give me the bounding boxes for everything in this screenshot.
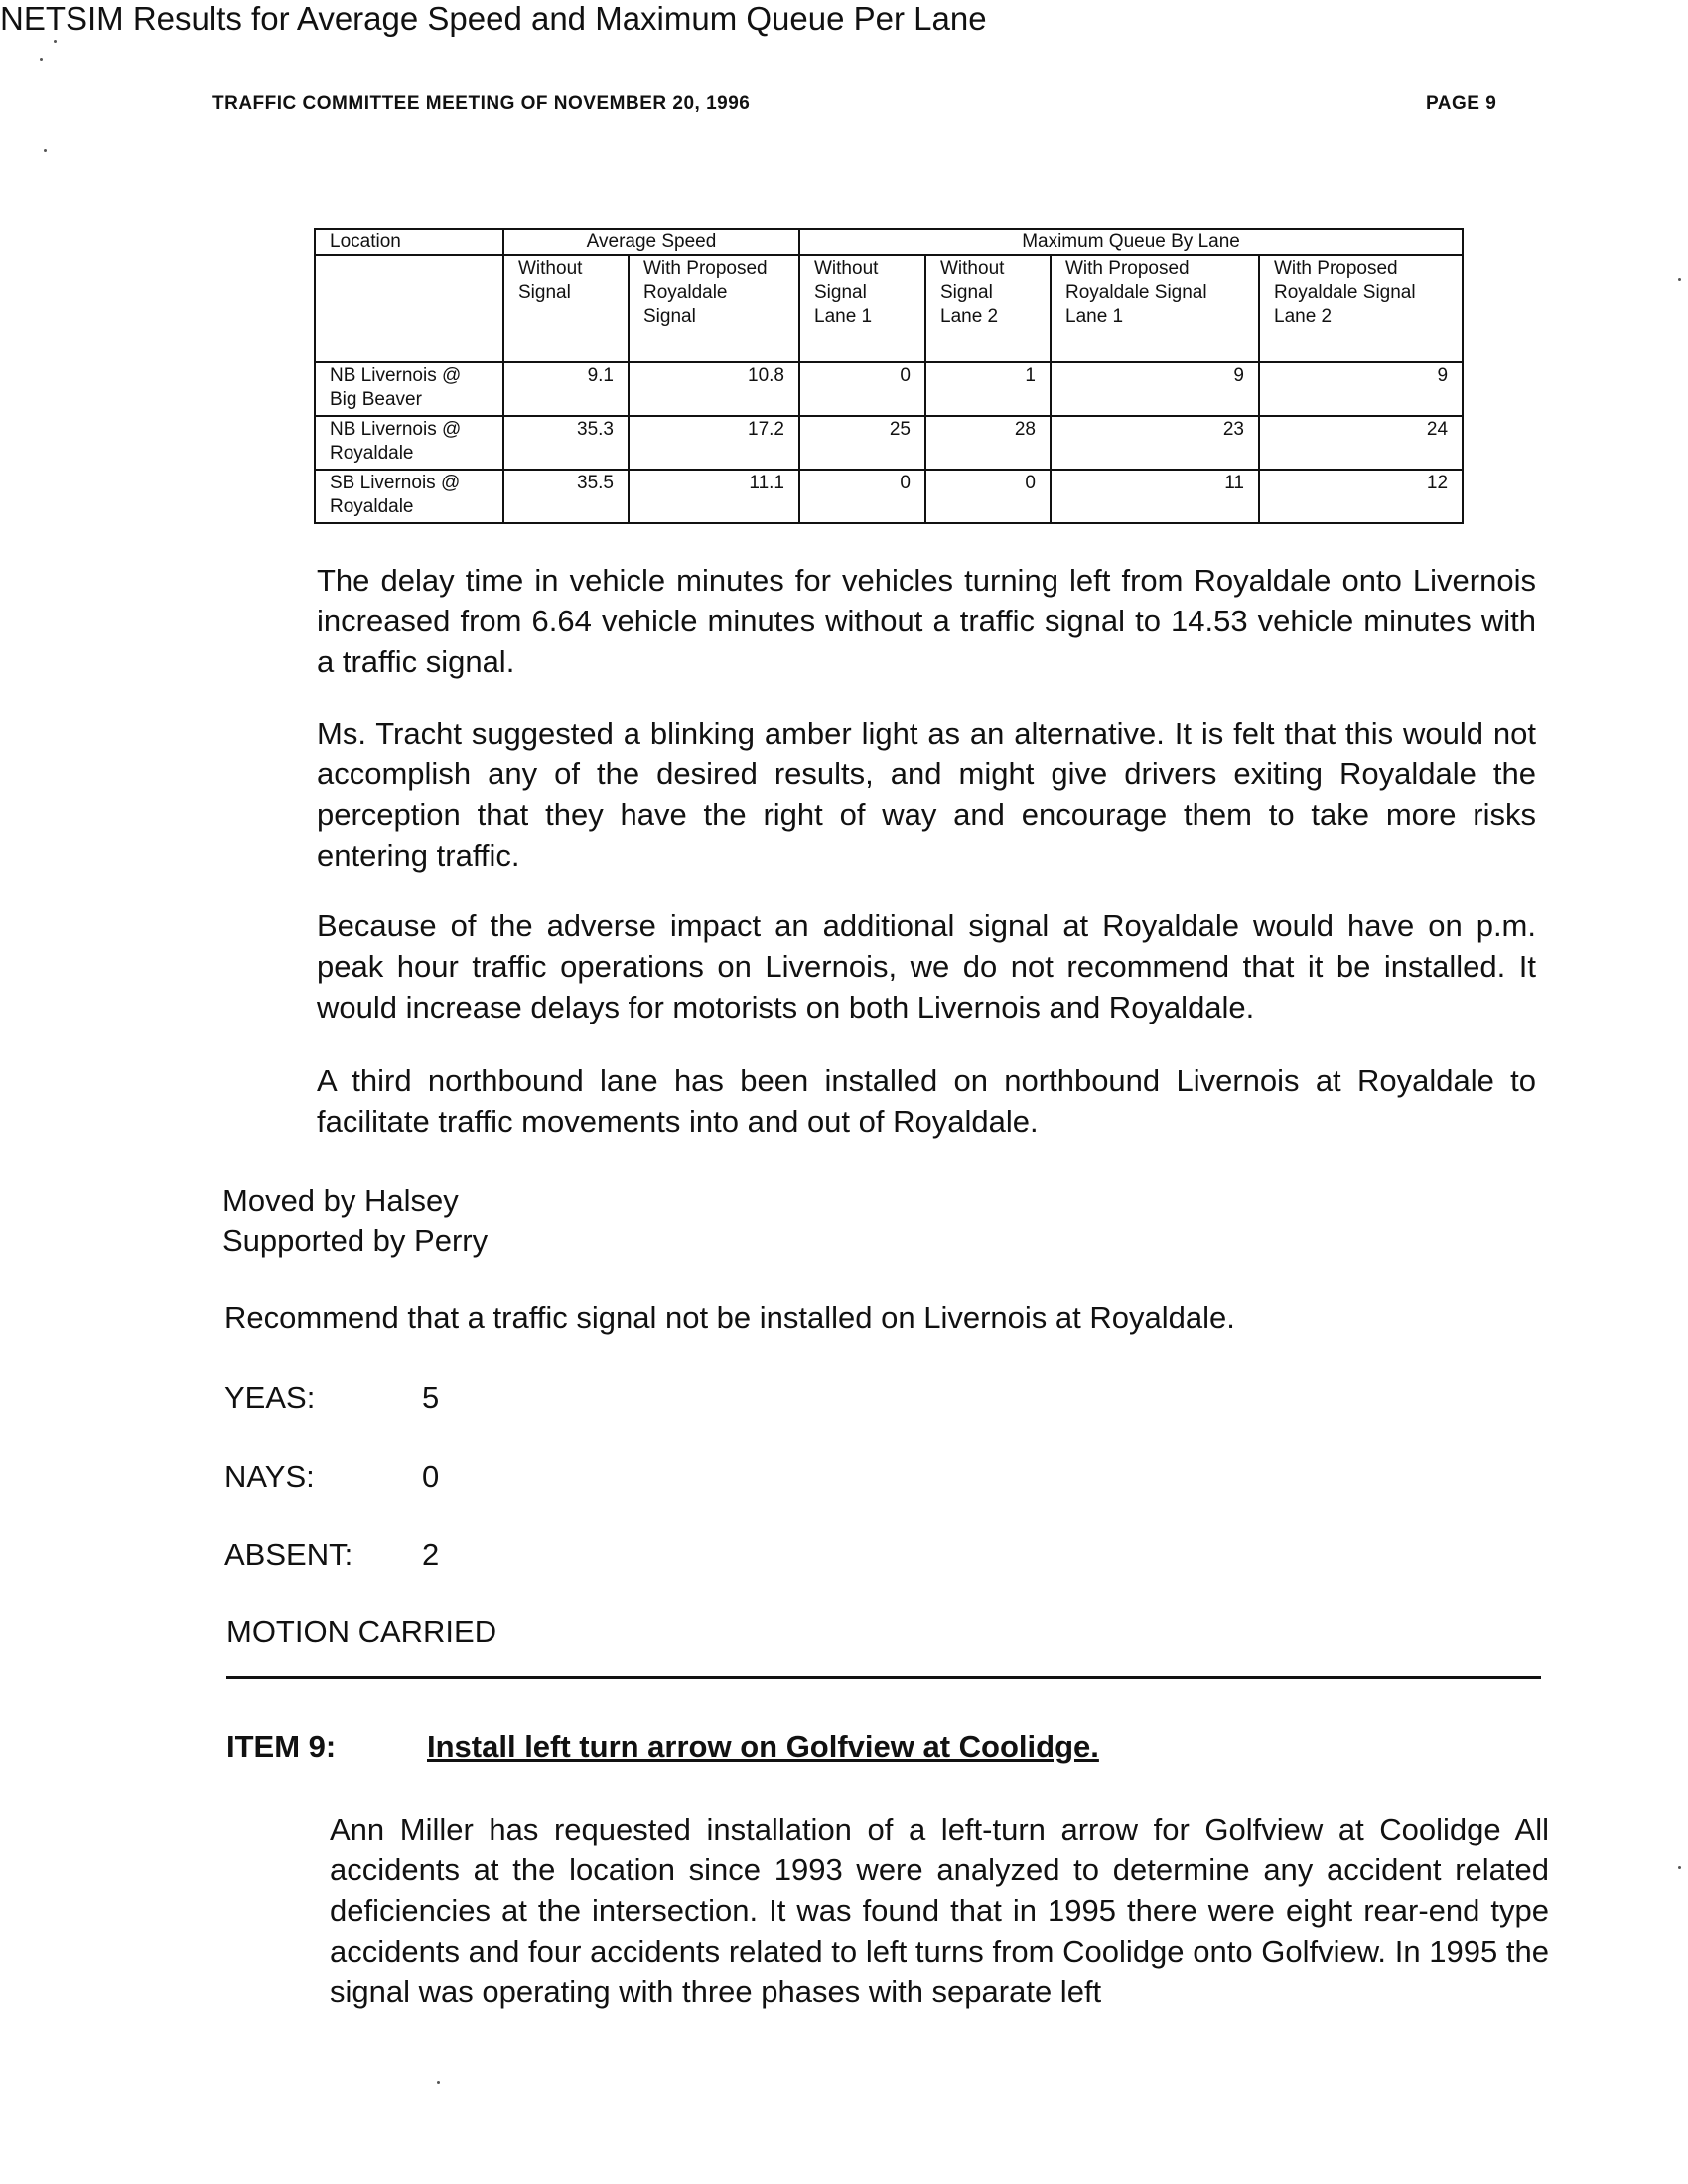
table-cell: 11 — [1051, 470, 1259, 523]
column-header: With Proposed Royaldale Signal — [629, 255, 799, 362]
row-location: NB Livernois @ Royaldale — [315, 416, 503, 470]
table-cell: 24 — [1259, 416, 1463, 470]
vote-label-nays: NAYS: — [224, 1459, 315, 1494]
vote-value-yeas: 5 — [422, 1380, 440, 1415]
page-number: PAGE 9 — [1426, 93, 1497, 114]
header-location: Location — [315, 229, 503, 255]
item-title: Install left turn arrow on Golfview at Coolidge. — [427, 1729, 1099, 1764]
table-cell: 0 — [799, 362, 925, 416]
table-cell: 9.1 — [503, 362, 629, 416]
scan-speck — [54, 40, 57, 43]
header-empty-cell — [315, 255, 503, 362]
table-cell: 11.1 — [629, 470, 799, 523]
table-cell: 10.8 — [629, 362, 799, 416]
column-header: Without Signal Lane 1 — [799, 255, 925, 362]
table-row — [315, 362, 1463, 416]
table-row — [315, 470, 1463, 523]
recommendation: Recommend that a traffic signal not be installed on Livernois at Royaldale. — [224, 1300, 1235, 1335]
table-cell: 28 — [925, 416, 1051, 470]
vote-value-absent: 2 — [422, 1537, 440, 1571]
page-header-title: TRAFFIC COMMITTEE MEETING OF NOVEMBER 20, 1996 — [212, 93, 751, 114]
section-divider — [226, 1676, 1541, 1679]
table-cell: 1 — [925, 362, 1051, 416]
table-cell: 35.5 — [503, 470, 629, 523]
table-cell: 0 — [799, 470, 925, 523]
table-cell: 9 — [1051, 362, 1259, 416]
column-header: Without Signal Lane 2 — [925, 255, 1051, 362]
column-header: Without Signal — [503, 255, 629, 362]
column-header: With Proposed Royaldale Signal Lane 2 — [1259, 255, 1463, 362]
netsim-results-table — [314, 228, 1464, 524]
row-location: SB Livernois @ Royaldale — [315, 470, 503, 523]
paragraph-adverse-impact: Because of the adverse impact an additional signal at Royaldale would have on p.m. peak hour traffic operations on Livernois, we do not recommend that it be installed. It would increase delays for motorists on both Livernois and Royaldale. — [317, 908, 1536, 1024]
moved-by: Moved by Halsey — [222, 1183, 459, 1218]
vote-label-absent: ABSENT: — [224, 1537, 353, 1571]
paragraph-amber-light: Ms. Tracht suggested a blinking amber light as an alternative. It is felt that this would not accomplish any of the desired results, and might give drivers exiting Royaldale the perception that they have the right of way and encourage them to take more risks entering traffic. — [317, 716, 1536, 873]
row-location: NB Livernois @ Big Beaver — [315, 362, 503, 416]
table-cell: 9 — [1259, 362, 1463, 416]
column-header: With Proposed Royaldale Signal Lane 1 — [1051, 255, 1259, 362]
table-subheader-row — [315, 255, 1463, 362]
table-row — [315, 416, 1463, 470]
table-cell: 12 — [1259, 470, 1463, 523]
table-cell: 23 — [1051, 416, 1259, 470]
scan-speck — [1678, 278, 1681, 281]
scan-speck — [44, 149, 47, 152]
paragraph-delay-time: The delay time in vehicle minutes for vehicles turning left from Royaldale onto Livernois increased from 6.64 vehicle minutes without a traffic signal to 14.53 vehicle minutes with a traffic signal. — [317, 563, 1536, 679]
scan-speck — [1678, 1866, 1681, 1869]
table-cell: 17.2 — [629, 416, 799, 470]
table-cell: 35.3 — [503, 416, 629, 470]
header-maximum-queue: Maximum Queue By Lane — [799, 229, 1463, 255]
table-cell: 25 — [799, 416, 925, 470]
supported-by: Supported by Perry — [222, 1223, 489, 1258]
motion-result: MOTION CARRIED — [226, 1614, 497, 1649]
table-caption: NETSIM Results for Average Speed and Maximum Queue Per Lane — [0, 0, 987, 37]
scan-speck — [40, 58, 43, 61]
header-average-speed: Average Speed — [503, 229, 799, 255]
item-label: ITEM 9: — [226, 1729, 337, 1764]
vote-label-yeas: YEAS: — [224, 1380, 316, 1415]
paragraph-third-lane: A third northbound lane has been installed on northbound Livernois at Royaldale to facilitate traffic movements into and out of Royaldale. — [317, 1063, 1536, 1139]
vote-value-nays: 0 — [422, 1459, 440, 1494]
scan-speck — [437, 2081, 440, 2084]
table-cell: 0 — [925, 470, 1051, 523]
table-header-row — [315, 229, 1463, 255]
paragraph-item9-body: Ann Miller has requested installation of a left-turn arrow for Golfview at Coolidge All accidents at the location since 1993 were analyzed to determine any accident related deficiencies at the intersection. It was found that in 1995 there were eight rear-end type accidents and four accidents related to left turns from Coolidge onto Golfview. In 1995 the signal was operating with three phases with separate left — [330, 1812, 1549, 2009]
